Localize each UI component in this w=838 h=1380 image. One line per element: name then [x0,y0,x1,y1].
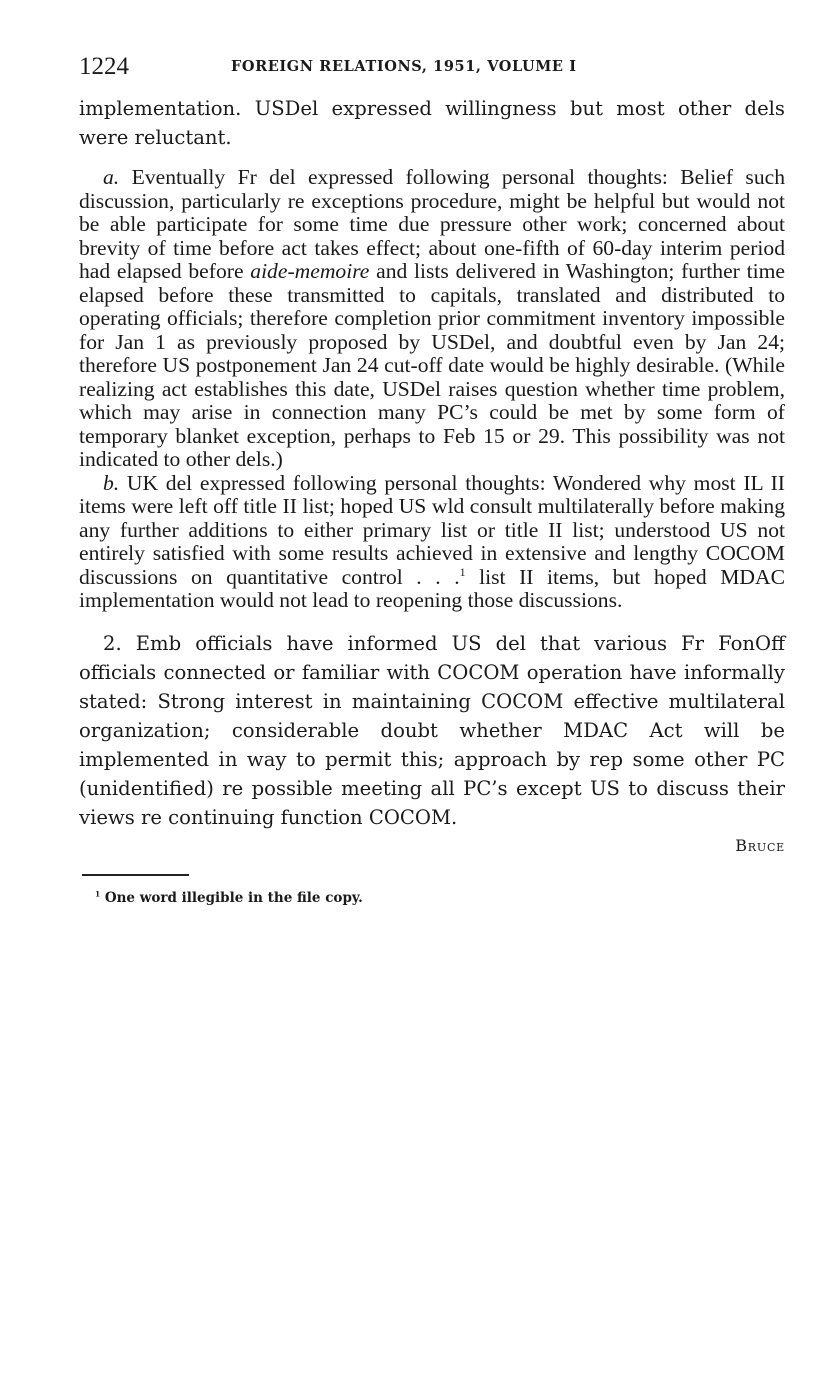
paragraph-a-label: a. [103,165,120,189]
paragraph-b-label: b. [103,470,120,495]
footnote [95,888,785,908]
paragraph-b-text-1: UK del expressed following personal thoughts: Wondered why most IL II items were left off title II list; hoped US wld consult multilaterally before making any further additions to either primary list or title II list; understood US not entirely satisfied with some results achieved in extensive and lengthy COCOM discussions on quantitative control . . . [79,470,785,589]
document-page [79,52,785,908]
paragraph-b-text-2: list II items, but hoped MDAC implementation would not lead to reopening those discussions. [79,564,785,612]
page-number: 1224 [79,53,129,80]
paragraph-a-italic-term: aide-memoire [250,259,370,283]
footnote-reference: 1 [459,564,466,579]
page-header [79,52,785,88]
continuation-paragraph: implementation. USDel expressed willingness but most other dels were reluctant. [79,97,785,149]
footnote-text: One word illegible in the file copy. [104,889,363,906]
paragraph-b [79,472,785,613]
footnote-divider [82,874,189,876]
paragraph-a-text-1: Eventually Fr del expressed following personal thoughts: Belief such discussion, particularly re exceptions procedure, might be helpful but would not be able participate for some time due pressure other work; concerned about brevity of time before act takes effect; about one-fifth of 60-day interim period had elapsed before [79,165,786,283]
paragraph-2: 2. Emb officials have informed US del that various Fr FonOff officials connected or familiar with COCOM operation have informally stated: Strong interest in maintaining COCOM effective multilateral organization; considerable doubt whether MDAC Act will be implemented in way to permit this; approach by rep some other PC (unidentified) re possible meeting all PC’s except US to discuss their views re continuing function COCOM. [79,631,785,829]
running-head: FOREIGN RELATIONS, 1951, VOLUME I [231,58,577,75]
paragraph-a-text-2: and lists delivered in Washington; further time elapsed before these transmitted to capitals, translated and distributed to operating officials; therefore completion prior commitment inventory impossible for Jan 1 as previously proposed by USDel, and doubtful even by Jan 24; therefore US postponement Jan 24 cut-off date would be highly desirable. (While realizing act establishes this date, USDel raises question whether time problem, which may arise in connection many PC’s could be met by some form of temporary blanket exception, perhaps to Feb 15 or 29. This possibility was not indicated to other dels.) [79,259,785,471]
paragraph-a [79,166,785,472]
footnote-marker: 1 [95,889,101,898]
signature: Bruce [735,835,785,855]
